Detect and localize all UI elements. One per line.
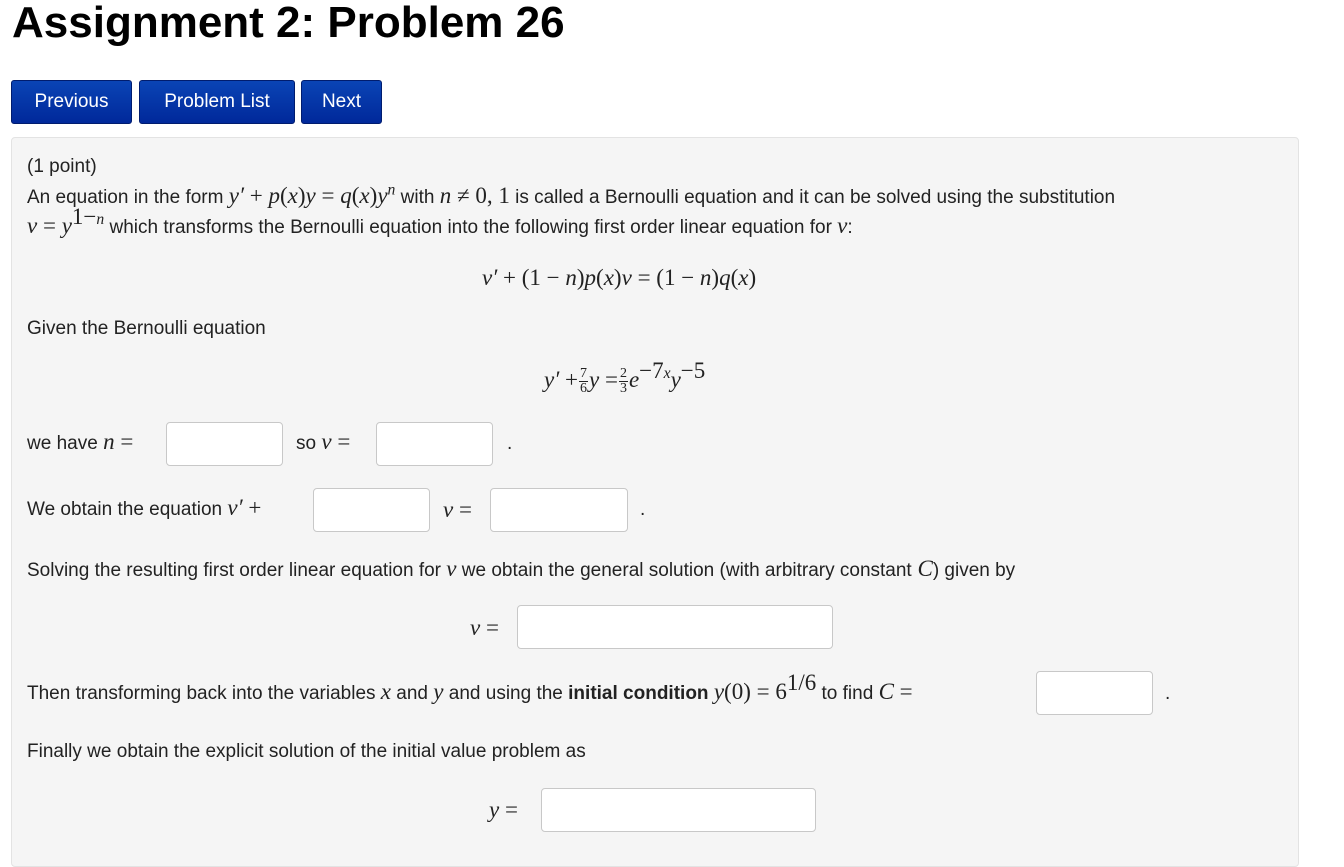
c-equals-math: C =: [878, 679, 913, 704]
finally-text: Finally we obtain the explicit solution of the initial value problem as: [27, 741, 586, 762]
solving-text-2: we obtain the general solution (with arbitrary constant: [461, 560, 912, 581]
intro-text-4: which transforms the Bernoulli equation into the following first order linear equation for: [109, 217, 832, 238]
explicit-solution-label-math: y =: [489, 797, 518, 822]
then-text-3: to find: [821, 683, 874, 704]
so-row: [296, 430, 350, 456]
then-text-2: and using the: [448, 683, 563, 704]
v-variable-math-2: v: [446, 556, 457, 581]
period-2: .: [640, 499, 646, 520]
solving-text-3: ) given by: [932, 560, 1016, 581]
coefficient-input[interactable]: [313, 488, 430, 532]
y-variable-math: y: [433, 679, 444, 704]
we-obtain-row: [27, 496, 261, 522]
intro-text-1: An equation in the form: [27, 187, 224, 208]
page-title: Assignment 2: Problem 26: [12, 0, 565, 47]
intro-line-1: [27, 181, 1116, 210]
period-1: .: [507, 433, 513, 454]
n-condition-math: n ≠ 0, 1: [439, 183, 510, 208]
solving-text-1: Solving the resulting first order linear equation for: [27, 560, 442, 581]
x-variable-math: x: [380, 679, 392, 704]
c-constant-math: C: [911, 556, 933, 581]
we-obtain-text: We obtain the equation: [27, 499, 223, 520]
intro-line-2: $v = y^{1-n}$ which transforms the Bernoulli equation into the following first order linear equation for v:: [27, 204, 853, 238]
linear-equation-math: v′ + (1 − n)p(x)v = (1 − n)q(x): [482, 265, 757, 290]
solving-row: [27, 557, 1015, 583]
v-prime-plus-math: v′ +: [227, 495, 262, 520]
given-equation-math: y′ + $\frac{7}{6}$ y = $\frac{2}{3}$ $e^{-7x}y^{-5}$: [544, 358, 706, 397]
v-equals-math-2: v =: [443, 497, 472, 522]
general-solution-input[interactable]: [517, 605, 833, 649]
then-text-1: Then transforming back into the variables: [27, 683, 376, 704]
given-text: Given the Bernoulli equation: [27, 318, 266, 339]
initial-condition-math: $y(0) = 6^{1/6}$: [713, 670, 817, 704]
v-variable-math: v: [837, 213, 848, 238]
general-solution-label-math: v =: [470, 615, 499, 640]
we-have-row: [27, 430, 133, 456]
v-input[interactable]: [376, 422, 493, 466]
intro-text-3: is called a Bernoulli equation and it can be solved using the substitution: [515, 187, 1116, 208]
intro-text-2: with: [400, 187, 435, 208]
next-button[interactable]: Next: [301, 80, 382, 124]
problem-list-button[interactable]: Problem List: [139, 80, 295, 124]
n-equals-math: n =: [103, 429, 134, 454]
points-label: (1 point): [27, 156, 97, 177]
initial-condition-label: initial condition: [568, 683, 709, 704]
v-equals-math: v =: [321, 429, 351, 454]
rhs-input[interactable]: [490, 488, 628, 532]
so-text: so: [296, 433, 317, 454]
substitution-math: $v = y^{1-n}$: [27, 204, 105, 238]
we-have-text: we have: [27, 433, 98, 454]
c-input[interactable]: [1036, 671, 1153, 715]
bernoulli-form-math: $y' + p(x)y = q(x)y^n$: [228, 181, 396, 208]
n-input[interactable]: [166, 422, 283, 466]
period-3: .: [1165, 683, 1171, 704]
then-row: [27, 670, 913, 706]
explicit-solution-input[interactable]: [541, 788, 816, 832]
then-and-text: and: [396, 683, 428, 704]
previous-button[interactable]: Previous: [11, 80, 132, 124]
